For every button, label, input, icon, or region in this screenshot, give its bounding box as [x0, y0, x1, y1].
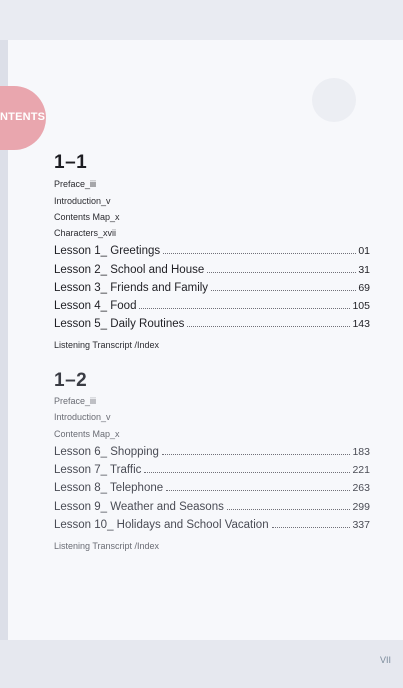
lesson-entry[interactable]: [54, 245, 370, 261]
lesson-page: 105: [352, 300, 370, 312]
lesson-title: Lesson 10_ Holidays and School Vacation: [54, 519, 269, 531]
lesson-title: Lesson 8_ Telephone: [54, 482, 164, 494]
front-matter-item[interactable]: Contents Map_x: [54, 429, 120, 439]
dot-leader: [272, 527, 351, 528]
scan-bottom-margin: [0, 640, 403, 688]
lesson-entry[interactable]: [54, 519, 370, 535]
lesson-page: 337: [352, 519, 370, 531]
back-matter-item[interactable]: Listening Transcript /Index: [54, 340, 160, 350]
front-matter-item[interactable]: Characters_xvii: [54, 228, 117, 238]
front-matter-item[interactable]: Introduction_v: [54, 196, 111, 206]
faded-watermark-icon: [312, 78, 356, 122]
dot-leader: [227, 509, 351, 510]
contents-tab-label: NTENTS: [0, 111, 46, 123]
front-matter-item[interactable]: Introduction_v: [54, 412, 111, 422]
back-matter-item[interactable]: Listening Transcript /Index: [54, 541, 160, 551]
dot-leader: [163, 253, 356, 254]
lesson-entry[interactable]: [54, 300, 370, 316]
lesson-entry[interactable]: [54, 282, 370, 298]
page-number: VII: [380, 655, 392, 665]
scan-top-margin: [0, 0, 403, 40]
lesson-title: Lesson 6_ Shopping: [54, 446, 159, 458]
lesson-page: 263: [352, 482, 370, 494]
dot-leader: [166, 490, 350, 491]
dot-leader: [211, 290, 356, 291]
lesson-title: Lesson 7_ Traffic: [54, 464, 142, 476]
front-matter-item[interactable]: Preface_iii: [54, 396, 97, 406]
lesson-entry[interactable]: [54, 482, 370, 498]
front-matter-item[interactable]: Contents Map_x: [54, 212, 120, 222]
dot-leader: [139, 308, 350, 309]
lesson-page: 143: [352, 318, 370, 330]
lesson-title: Lesson 3_ Friends and Family: [54, 282, 209, 294]
lesson-title: Lesson 4_ Food: [54, 300, 137, 312]
lesson-title: Lesson 9_ Weather and Seasons: [54, 501, 224, 513]
lesson-entry[interactable]: [54, 464, 370, 480]
dot-leader: [162, 454, 351, 455]
lesson-entry[interactable]: [54, 318, 370, 334]
lesson-entry[interactable]: [54, 446, 370, 462]
dot-leader: [207, 272, 356, 273]
section-heading-1-2: 1–2: [54, 370, 88, 391]
lesson-title: Lesson 5_ Daily Routines: [54, 318, 185, 330]
lesson-page: 69: [358, 282, 370, 294]
lesson-entry[interactable]: [54, 501, 370, 517]
lesson-page: 31: [358, 264, 370, 276]
dot-leader: [187, 326, 350, 327]
section-heading-1-1: 1–1: [54, 152, 88, 173]
lesson-page: 221: [352, 464, 370, 476]
front-matter-item[interactable]: Preface_iii: [54, 179, 97, 189]
lesson-title: Lesson 1_ Greetings: [54, 245, 161, 257]
lesson-entry[interactable]: [54, 264, 370, 280]
lesson-page: 01: [358, 245, 370, 257]
lesson-page: 183: [352, 446, 370, 458]
lesson-page: 299: [352, 501, 370, 513]
lesson-title: Lesson 2_ School and House: [54, 264, 205, 276]
dot-leader: [144, 472, 350, 473]
